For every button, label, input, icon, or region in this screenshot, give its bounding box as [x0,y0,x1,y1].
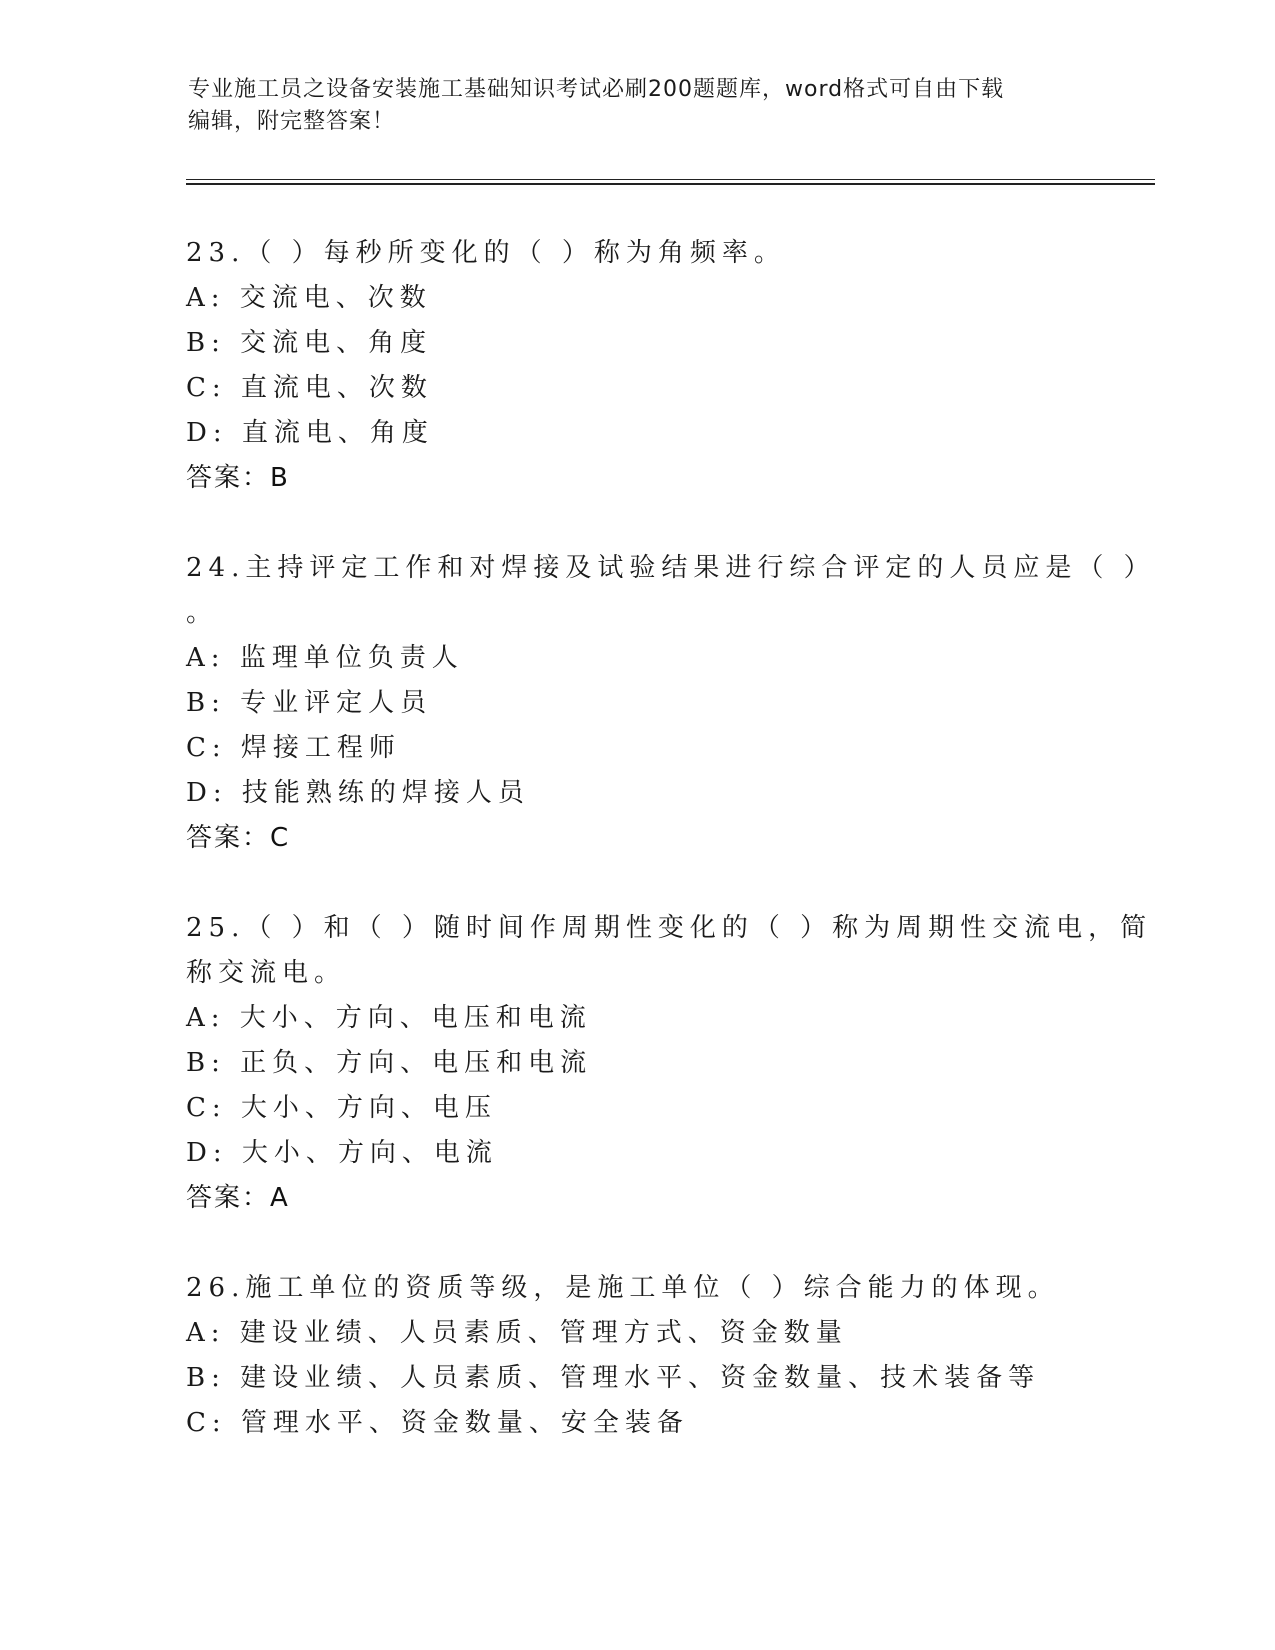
question-23-option-d: D: 直流电、角度 [186,418,434,448]
question-26-option-c: C: 管理水平、资金数量、安全装备 [186,1408,689,1438]
question-24-stem: 24.主持评定工作和对焊接及试验结果进行综合评定的人员应是（ ） [186,553,1156,583]
question-24-stem-cont: 。 [186,598,219,628]
header-divider-thin [186,179,1155,180]
question-25-option-c: C: 大小、方向、电压 [186,1093,497,1123]
document-header [188,74,1068,138]
question-23-answer: 答案：B [186,463,290,493]
question-25-option-b: B: 正负、方向、电压和电流 [186,1048,593,1078]
question-23-option-c: C: 直流电、次数 [186,373,433,403]
question-26-option-b: B: 建设业绩、人员素质、管理水平、资金数量、技术装备等 [186,1363,1041,1393]
header-title-line-1: 专业施工员之设备安装施工基础知识考试必刷200题题库，word格式可自由下载 [188,77,1005,102]
header-divider-thick [186,183,1155,185]
question-26-option-a: A: 建设业绩、人员素质、管理方式、资金数量 [186,1318,848,1348]
question-25-answer: 答案：A [186,1183,290,1213]
header-title-line-2: 编辑，附完整答案！ [188,109,396,134]
question-23-stem: 23.（ ）每秒所变化的（ ）称为角频率。 [186,238,786,268]
question-26-stem: 26.施工单位的资质等级，是施工单位（ ）综合能力的体现。 [186,1273,1060,1303]
question-24-option-d: D: 技能熟练的焊接人员 [186,778,530,808]
question-23-option-b: B: 交流电、角度 [186,328,433,358]
question-24-option-a: A: 监理单位负责人 [186,643,464,673]
question-25-stem: 25.（ ）和（ ）随时间作周期性变化的（ ）称为周期性交流电，简 [186,913,1153,943]
question-24-option-c: C: 焊接工程师 [186,733,401,763]
question-24-option-b: B: 专业评定人员 [186,688,433,718]
question-25-option-d: D: 大小、方向、电流 [186,1138,498,1168]
question-23-option-a: A: 交流电、次数 [186,283,432,313]
question-25-stem-cont: 称交流电。 [186,958,347,988]
question-25-option-a: A: 大小、方向、电压和电流 [186,1003,592,1033]
question-24-answer: 答案：C [186,823,291,853]
